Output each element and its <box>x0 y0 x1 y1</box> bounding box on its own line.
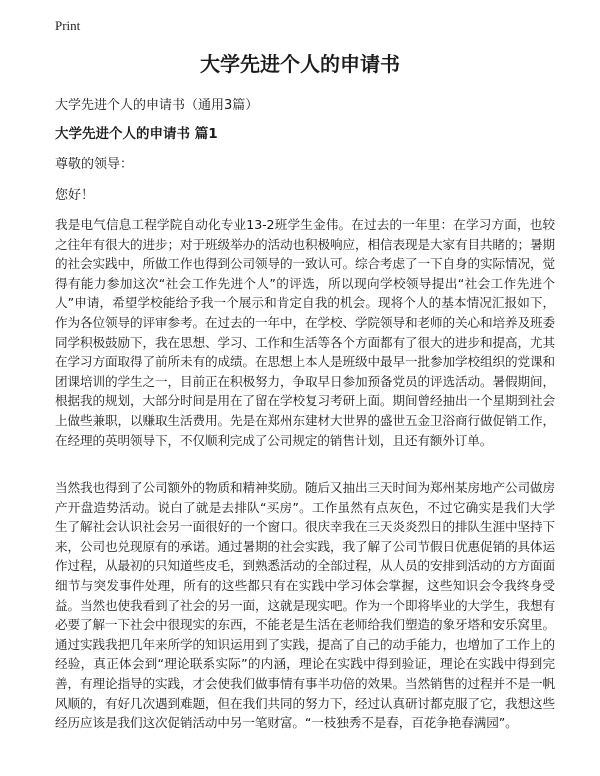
body-paragraph-2: 当然我也得到了公司额外的物质和精神奖励。随后又抽出三天时间为郑州某房地产公司做房产开盘造势活动。说白了就是去排队“买房”。工作虽然有点灰色，不过它确实是我们大学生了解社会认识社会另一面很好的一个窗口。很庆幸我在三天炎炎烈日的排队生涯中坚持下来，公司也兑现原有的承诺。通过暑期的社会实践，我了解了公司节假日优惠促销的具体运作过程，从最初的只知道些皮毛，到熟悉活动的全部过程，从人员的安排到活动的方方面面细节与突发事件处理，所有的这些都只有在实践中学习体会掌握，这些知识会令我终身受益。当然也使我看到了社会的另一面，这就是现实吧。作为一个即将毕业的大学生，我想有必要了解一下社会中很现实的东西，不能老是生活在老师给我们塑造的象牙塔和安乐窝里。通过实践我把几年来所学的知识运用到了实践，提高了自己的动手能力，也增加了工作上的经验，真正体会到“理论联系实际”的内涵，理论在实践中得到验证，理论在实践中得到完善，有理论指导的实践，才会使我们做事情有事半功倍的效果。当然销售的过程并不是一帆风顺的，有好几次遇到难题，但在我们共同的努力下，经过认真研讨都克服了它，我想这些经历应该是我们这次促销活动中另一笔财富。“一枝独秀不是春，百花争艳春满园”。 <box>55 480 555 731</box>
section-heading: 大学先进个人的申请书 篇1 <box>55 126 218 142</box>
document-subtitle: 大学先进个人的申请书（通用3篇） <box>55 98 259 113</box>
body-paragraph-1: 我是电气信息工程学院自动化专业13-2班学生金伟。在过去的一年里：在学习方面，也较之往年有很大的进步；对于班级举办的活动也积极响应，相信表现是大家有目共睹的；暑期的社会实践中，所做工作也得到公司领导的一致认可。综合考虑了一下自身的实际情况，觉得有能力参加这次“社会工作先进个人”的评选，所以现向学校领导提出“社会工作先进个人”申请，希望学校能给予我一个展示和肯定自我的机会。现将个人的基本情况汇报如下，作为各位领导的评审参考。在过去的一年中，在学校、学院领导和老师的关心和培养及班委同学积极鼓励下，我在思想、学习、工作和生活等各个方面都有了很大的进步和提高，尤其在学习方面取得了前所未有的成绩。在思想上本人是班级中最早一批参加学校组织的党课和团课培训的学生之一，目前正在积极努力，争取早日参加预备党员的评选活动。暑假期间，根据我的规划，大部分时间是用在了留在学校复习考研上面。期间曾经抽出一个星期到社会上做些兼职，以赚取生活费用。先是在郑州东建材大世界的盛世五金卫浴商行做促销工作，在经理的英明领导下，不仅顺利完成了公司规定的销售计划，且还有额外订单。 <box>55 217 555 448</box>
print-link[interactable]: Print <box>55 18 81 33</box>
document-title: 大学先进个人的申请书 <box>200 52 400 76</box>
salutation: 尊敬的领导： <box>55 157 134 172</box>
greeting: 您好！ <box>55 188 95 203</box>
